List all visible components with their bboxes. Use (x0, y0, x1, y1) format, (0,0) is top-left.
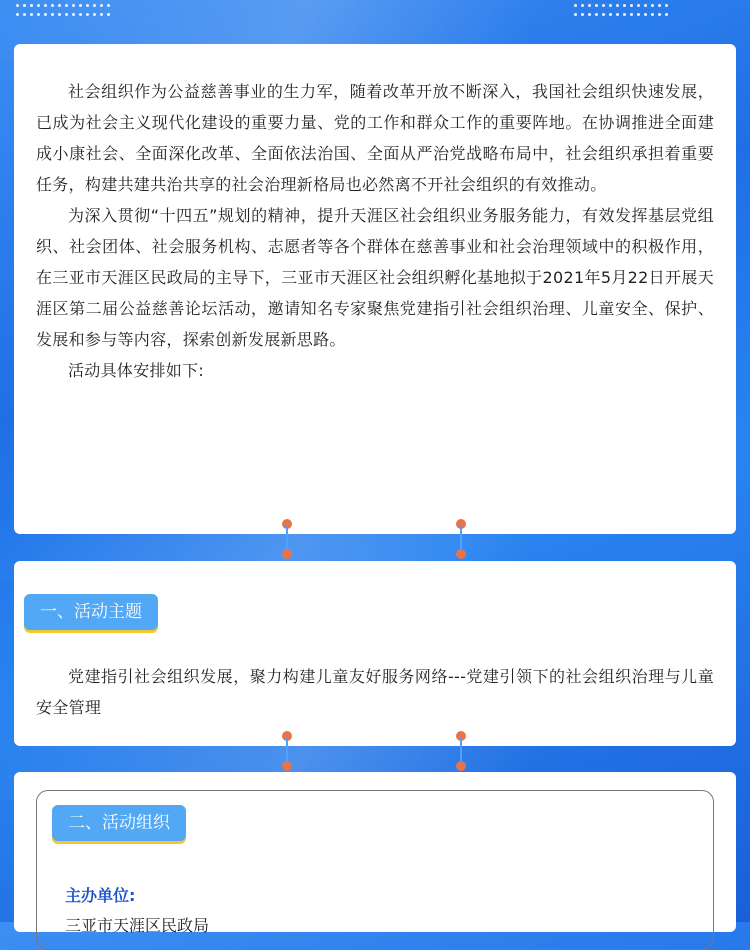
connector-left (281, 519, 293, 557)
host-value: 三亚市天涯区民政局 (65, 916, 210, 935)
connector-line (460, 737, 462, 763)
connector-dot (456, 761, 466, 771)
decor-dots-left (16, 4, 114, 16)
connector-line (286, 525, 288, 551)
section-2-title: 二、活动组织 (52, 805, 186, 841)
section-1-text: 党建指引社会组织发展，聚力构建儿童友好服务网络---党建引领下的社会组织治理与儿童安全管理 (36, 667, 714, 717)
intro-card (14, 44, 736, 534)
connector-right (455, 731, 467, 769)
intro-paragraph-1: 社会组织作为公益慈善事业的生力军，随着改革开放不断深入，我国社会组织快速发展，已成为社会主义现代化建设的重要力量、党的工作和群众工作的重要阵地。在协调推进全面建成小康社会、全面深化改革、全面依法治国、全面从严治党战略布局中，社会组织承担着重要任务，构建共建共治共享的社会治理新格局也必然离不开社会组织的有效推动。 (36, 82, 714, 194)
theme-card (14, 561, 736, 746)
host-label: 主办单位: (65, 886, 136, 905)
organization-card (14, 772, 736, 935)
intro-paragraph-2: 为深入贯彻“十四五”规划的精神，提升天涯区社会组织业务服务能力，有效发挥基层党组织、社会团体、社会服务机构、志愿者等各个群体在慈善事业和社会治理领域中的积极作用，在三亚市天涯区民政局的主导下，三亚市天涯区社会组织孵化基地拟于2021年5月22日开展天涯区第二届公益慈善论坛活动，邀请知名专家聚焦党建指引社会组织治理、儿童安全、保护、发展和参与等内容，探索创新发展新思路。 (36, 206, 714, 349)
decor-dots-right (574, 4, 672, 16)
connector-dot (282, 549, 292, 559)
connector-line (286, 737, 288, 763)
connector-dot (456, 549, 466, 559)
connector-dot (282, 761, 292, 771)
connector-left (281, 731, 293, 769)
organization-inner-box (36, 790, 714, 950)
section-1-body (36, 661, 714, 723)
intro-paragraph-3: 活动具体安排如下: (68, 361, 205, 380)
connector-line (460, 525, 462, 551)
connector-right (455, 519, 467, 557)
section-1-title: 一、活动主题 (24, 594, 158, 630)
